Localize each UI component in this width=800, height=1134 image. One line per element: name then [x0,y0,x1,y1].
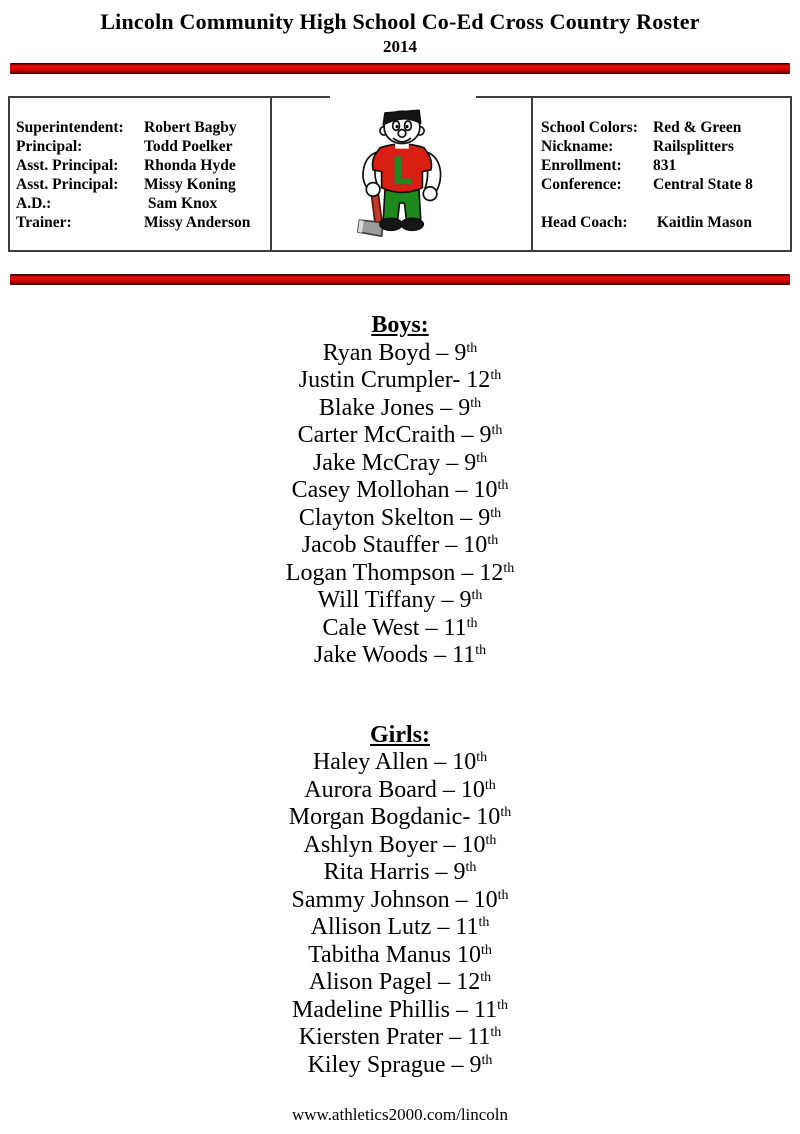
info-label: School Colors: [541,119,638,136]
athlete-row: Jake McCray – 9th [312,449,488,476]
grade-ordinal-suffix: th [497,478,509,493]
athlete-row: Aurora Board – 10th [304,776,496,803]
grade-ordinal-suffix: th [480,970,492,985]
athlete-row: Tabitha Manus 10th [308,941,492,968]
grade-ordinal-suffix: th [471,588,483,603]
info-label [541,194,653,213]
grade-ordinal-suffix: th [476,450,488,466]
staff-row [16,194,268,213]
info-label: Nickname: [541,138,614,155]
roster [0,312,800,1079]
athlete-row: Cale West – 11th [322,614,478,641]
athlete-row: Madeline Phillis – 11th [292,996,508,1023]
info-value: 831 [653,157,677,174]
athlete-row: Kiersten Prater – 11th [298,1024,502,1050]
school-row [541,118,790,137]
school-row [541,156,790,175]
athlete-row: Jake Woods – 11th [313,642,487,668]
info-label: Trainer: [16,214,72,231]
info-value: Missy Anderson [144,214,251,231]
info-label: Head Coach: [541,214,628,231]
athlete-row: Ashlyn Boyer – 10th [303,831,497,858]
roster-heading-boys-label: Boys: [371,312,429,338]
staff-row [16,175,268,194]
railsplitter-mascot-icon [351,100,453,250]
grade-ordinal-suffix: th [487,533,499,548]
roster-section-boys [0,312,800,670]
grade-ordinal-suffix: th [476,750,488,765]
athlete-row: Haley Allen – 10th [312,749,488,775]
school-row [541,137,790,156]
grade-ordinal-suffix: th [500,805,512,820]
info-label: A.D.: [16,195,52,212]
grade-ordinal-suffix: th [466,615,478,631]
grade-ordinal-suffix: th [490,1025,502,1040]
athlete-row: Rita Harris – 9th [323,859,477,885]
athlete-row: Ryan Boyd – 9th [322,339,478,366]
roster-heading-girls [0,722,800,750]
info-value: Central State 8 [653,176,753,193]
grade-ordinal-suffix: th [466,340,478,356]
grade-ordinal-suffix: th [497,997,508,1013]
athlete-row: Morgan Bogdanic- 10th [288,804,512,830]
grade-ordinal-suffix: th [503,560,515,576]
footer-url: www.athletics2000.com/lincoln [291,1105,509,1124]
staff-info-panel [10,98,270,250]
info-label: Enrollment: [541,157,622,174]
athlete-row: Logan Thompson – 12th [285,559,515,586]
grade-ordinal-suffix: th [485,832,497,848]
athlete-row: Casey Mollohan – 10th [291,477,509,503]
school-row [541,175,790,194]
grade-ordinal-suffix: th [481,942,492,958]
info-label: Conference: [541,176,622,193]
athlete-row: Allison Lutz – 11th [310,914,490,940]
grade-ordinal-suffix: th [497,887,509,903]
mascot-cell [270,98,531,250]
info-value: Todd Poelker [144,138,233,155]
info-label: Principal: [16,138,83,155]
grade-ordinal-suffix: th [490,505,502,521]
info-value: Rhonda Hyde [144,157,236,174]
girls-athlete-list [0,749,800,1079]
grade-ordinal-suffix: th [491,423,503,438]
info-value [653,194,790,213]
school-row [541,194,790,213]
athlete-row: Will Tiffany – 9th [317,587,483,613]
boys-athlete-list [0,340,800,670]
athlete-row: Clayton Skelton – 9th [298,504,502,531]
info-value: Railsplitters [653,138,734,155]
school-row [541,213,790,232]
staff-row [16,156,268,175]
athlete-row: Justin Crumpler- 12th [298,367,502,393]
info-label: Superintendent: [16,119,124,136]
info-value: Kaitlin Mason [653,214,753,231]
page-title: Lincoln Community High School Co-Ed Cross Country Roster [100,9,700,34]
info-value: Robert Bagby [144,119,237,136]
roster-section-girls [0,722,800,1080]
athlete-row: Jacob Stauffer – 10th [301,532,499,558]
info-value: Red & Green [653,119,742,136]
info-value: Missy Koning [144,176,236,193]
school-info-panel [531,98,790,250]
grade-ordinal-suffix: th [481,1052,493,1068]
bottom-divider-rule [10,274,790,285]
staff-row [16,213,268,232]
grade-ordinal-suffix: th [475,643,487,658]
athlete-row: Alison Pagel – 12th [308,969,492,995]
athlete-row: Sammy Johnson – 10th [291,886,509,913]
info-value: Sam Knox [144,195,218,212]
top-divider-rule [10,63,790,74]
info-box [8,96,792,252]
page-year: 2014 [383,37,417,56]
info-label: Asst. Principal: [16,176,119,193]
roster-heading-boys [0,312,800,340]
grade-ordinal-suffix: th [470,395,482,411]
athlete-row: Blake Jones – 9th [318,394,482,421]
athlete-row: Kiley Sprague – 9th [307,1051,493,1078]
athlete-row: Carter McCraith – 9th [297,422,503,448]
grade-ordinal-suffix: th [484,777,496,793]
staff-row [16,137,268,156]
grade-ordinal-suffix: th [478,915,490,930]
info-label: Asst. Principal: [16,157,119,174]
grade-ordinal-suffix: th [465,860,477,875]
staff-row [16,118,268,137]
grade-ordinal-suffix: th [490,368,502,383]
roster-heading-girls-label: Girls: [370,721,430,748]
